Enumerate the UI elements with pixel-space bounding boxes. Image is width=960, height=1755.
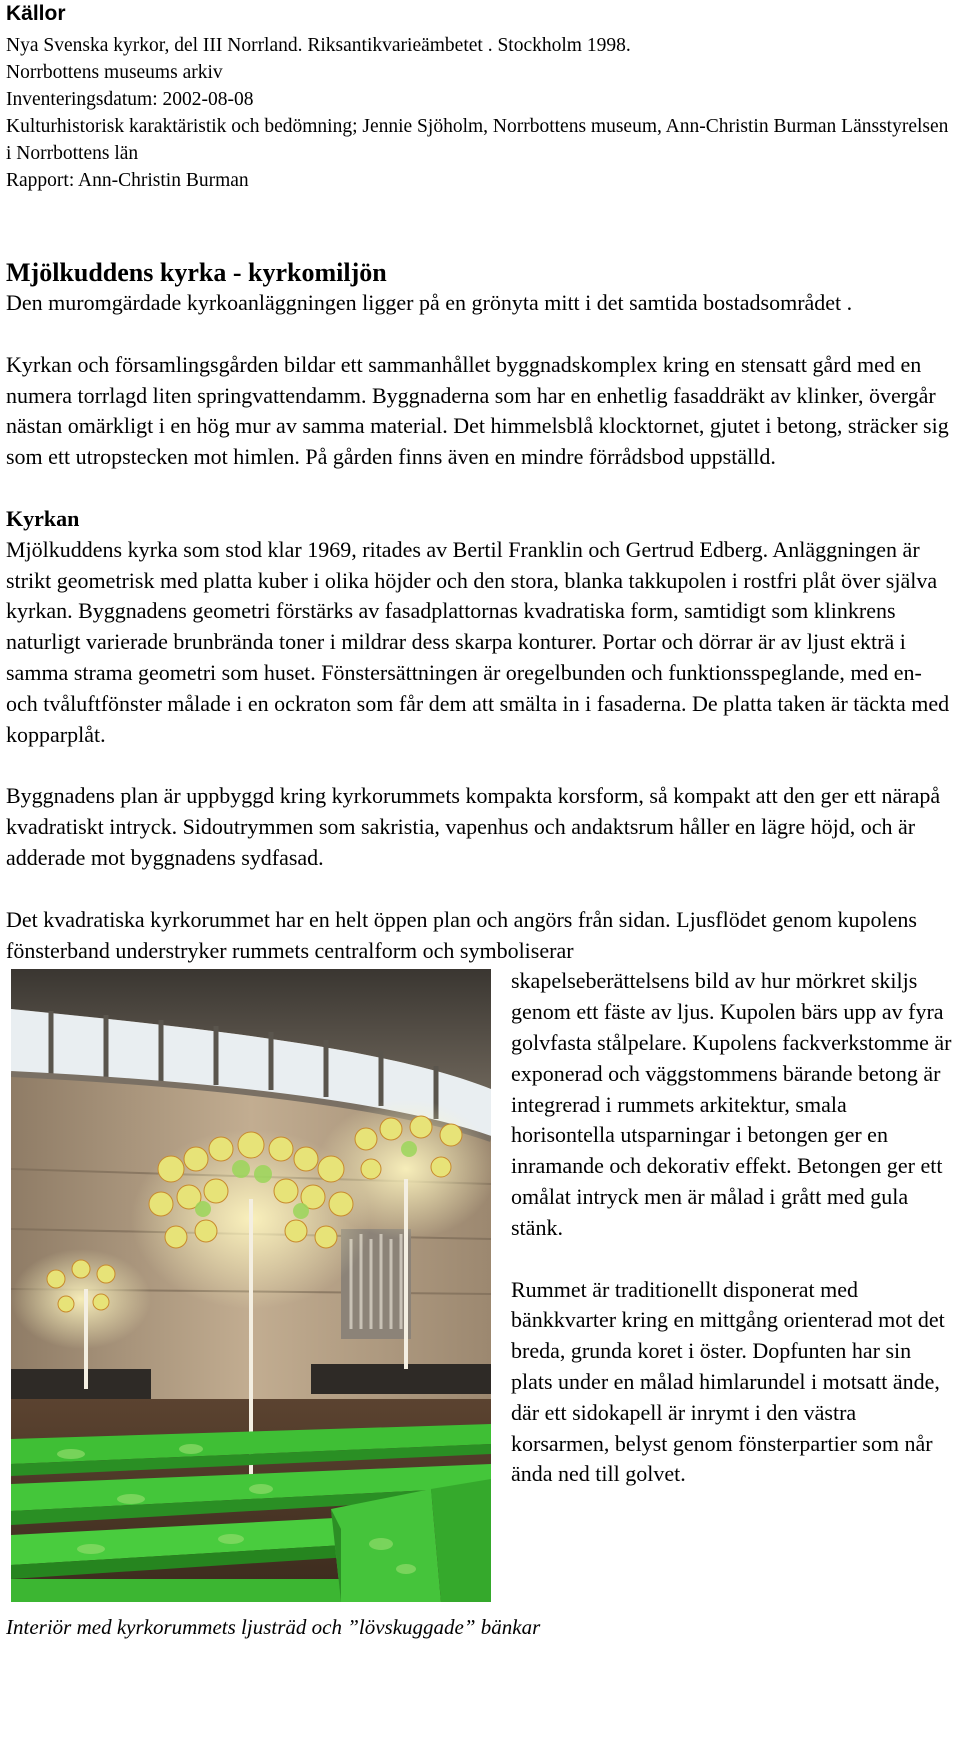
church-environment-title: Mjölkuddens kyrka - kyrkomiljön	[6, 258, 387, 287]
source-item: Norrbottens museums arkiv	[6, 62, 223, 83]
environment-paragraph: Kyrkan och församlingsgården bildar ett sammanhållet byggnadskomplex kring en stensatt gård med en numera torrlagd liten springvattendamm. Byggnaderna som har en enhetlig fasaddräkt av klinker, övergår nästan omärkligt i en hög mur av samma material. Det himmelsblå klocktornet, gjutet i betong, sträcker sig som ett utropstecken mot himlen. På gården finns även en mindre förrådsbod uppställd.	[6, 351, 949, 470]
document-page	[6, 0, 956, 1641]
interior-continued: skapelseberättelsens bild av hur mörkret skiljs genom ett fäste av ljus. Kupolen bärs upp av fyra golvfasta stålpelare. Kupolens fackverkstomme är exponerad och väggstommens bärande betong är integrerad i rummets arkitektur, smala horisontella utsparningar i betongen ger en inramande och dekorativ effekt. Betongen ger ett omålat intryck men är målad i grått med gula stänk.	[511, 968, 952, 1240]
interior-layout-paragraph: Rummet är traditionellt disponerat med bänkkvarter kring en mittgång orienterad mot det breda, grunda koret i öster. Dopfunten har sin plats under en målad himlarundel i motsatt ände, där ett sidokapell är inrymt i den västra korsarmen, belyst genom fönsterpartier som når ända ned till golvet.	[511, 1276, 945, 1487]
church-interior-photo	[11, 969, 491, 1602]
photo-caption: Interiör med kyrkorummets ljusträd och ”lövskuggade” bänkar	[6, 1615, 541, 1640]
source-item: Nya Svenska kyrkor, del III Norrland. Riksantikvarieämbetet . Stockholm 1998.	[6, 35, 631, 56]
interior-intro: Det kvadratiska kyrkorummet har en helt öppen plan och angörs från sidan. Ljusflödet genom kupolens fönsterband understryker rummets centralform och symboliserar	[6, 906, 917, 963]
environment-paragraph: Den muromgärdade kyrkoanläggningen ligger på en grönyta mitt i det samtida bostadsområdet .	[6, 290, 853, 315]
church-paragraph: Byggnadens plan är uppbyggd kring kyrkorummets kompakta korsform, så kompakt att den ger ett närapå kvadratiskt intryck. Sidoutrymmen som sakristia, vapenhus och andaktsrum håller en lägre höjd, och är adderade mot byggnadens sydfasad.	[6, 783, 941, 870]
source-item: Kulturhistorisk karaktäristik och bedömning; Jennie Sjöholm, Norrbottens museum, Ann-Christin Burman Länsstyrelsen i Norrbottens län	[6, 116, 949, 164]
source-item: Inventeringsdatum: 2002-08-08	[6, 89, 254, 110]
source-item: Rapport: Ann-Christin Burman	[6, 170, 249, 191]
church-heading: Kyrkan	[6, 505, 80, 531]
sources-heading: Källor	[6, 2, 66, 25]
church-paragraph: Mjölkuddens kyrka som stod klar 1969, ritades av Bertil Franklin och Gertrud Edberg. Anläggningen är strikt geometrisk med platta kuber i olika höjder och den stora, blanka takkupolen i rostfri plåt över själva kyrkan. Byggnadens geometri förstärks av fasadplattornas kvadratiska form, samtidigt som klinkrens naturligt varierade brunbrända toner i mildrar dess skarpa konturer. Portar och dörrar är av ljust ekträ i samma strama geometri som huset. Fönstersättningen är oregelbunden och funktionsspeglande, med en- och tvåluftfönster målade i en ockraton som får dem att smälta in i fasaderna. De platta taken är täckta med kopparplåt.	[6, 536, 950, 747]
interior-section	[6, 966, 956, 1641]
sources-list	[6, 32, 956, 194]
